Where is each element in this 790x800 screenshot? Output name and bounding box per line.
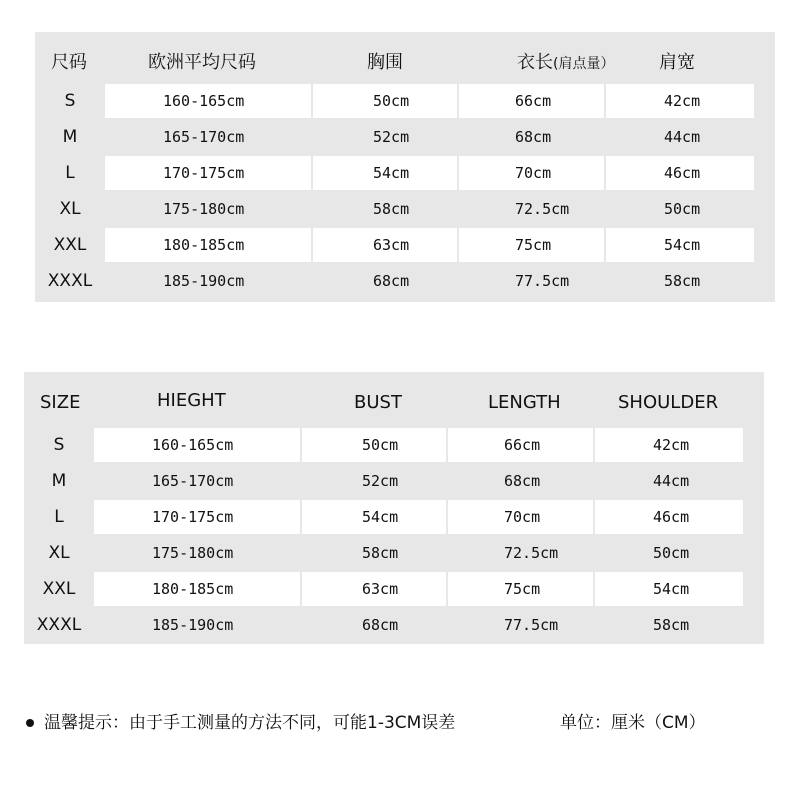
- size-label: S: [53, 435, 65, 455]
- size-label: XXL: [53, 235, 87, 255]
- cell-length: 66cm: [448, 428, 593, 462]
- header-shoulder: SHOULDER: [618, 392, 719, 413]
- measurement-note-text: 温馨提示：由于手工测量的方法不同，可能1-3CM误差: [44, 713, 456, 733]
- cell-bust: 54cm: [313, 156, 457, 190]
- cell-shoulder: 54cm: [595, 572, 743, 606]
- size-label: XXL: [42, 579, 76, 599]
- cell-shoulder: 58cm: [653, 616, 690, 634]
- cell-length: 70cm: [448, 500, 593, 534]
- size-label: M: [62, 127, 78, 147]
- cell-height: 185-190cm: [152, 616, 234, 634]
- cell-height: 160-165cm: [105, 84, 311, 118]
- cell-length: 72.5cm: [504, 544, 559, 562]
- unit-label: 单位：厘米（CM）: [560, 713, 706, 733]
- cell-height: 180-185cm: [105, 228, 311, 262]
- cell-bust: 63cm: [302, 572, 446, 606]
- cell-height: 160-165cm: [94, 428, 300, 462]
- size-label: L: [65, 163, 75, 183]
- cell-bust: 52cm: [362, 472, 399, 490]
- cell-height: 175-180cm: [152, 544, 234, 562]
- header-size: 尺码: [51, 52, 87, 73]
- measurement-note: [26, 708, 455, 733]
- cell-height: 165-170cm: [152, 472, 234, 490]
- cell-bust: 54cm: [302, 500, 446, 534]
- size-table-english: [24, 372, 764, 644]
- cell-length: 77.5cm: [504, 616, 559, 634]
- cell-bust: 63cm: [313, 228, 457, 262]
- size-label: XXXL: [47, 271, 93, 291]
- cell-shoulder: 44cm: [653, 472, 690, 490]
- cell-length: 68cm: [515, 128, 552, 146]
- size-label: L: [54, 507, 64, 527]
- cell-length: 75cm: [459, 228, 604, 262]
- cell-height: 170-175cm: [105, 156, 311, 190]
- cell-shoulder: 46cm: [595, 500, 743, 534]
- size-label: XL: [48, 543, 70, 563]
- cell-length: 72.5cm: [515, 200, 570, 218]
- cell-shoulder: 42cm: [595, 428, 743, 462]
- cell-height: 170-175cm: [94, 500, 300, 534]
- header-shoulder: 肩宽: [659, 52, 695, 73]
- cell-shoulder: 58cm: [664, 272, 701, 290]
- cell-bust: 50cm: [313, 84, 457, 118]
- cell-length: 66cm: [459, 84, 604, 118]
- cell-bust: 52cm: [373, 128, 410, 146]
- size-label: XL: [59, 199, 81, 219]
- header-length: 衣长(肩点量）: [517, 52, 615, 73]
- cell-bust: 68cm: [373, 272, 410, 290]
- size-label: S: [64, 91, 76, 111]
- header-height: HIEGHT: [157, 390, 226, 411]
- header-bust: BUST: [354, 392, 402, 413]
- cell-length: 75cm: [448, 572, 593, 606]
- cell-bust: 68cm: [362, 616, 399, 634]
- header-size: SIZE: [40, 392, 81, 413]
- header-length-note: (肩点量）: [553, 56, 615, 72]
- cell-bust: 58cm: [362, 544, 399, 562]
- cell-length: 77.5cm: [515, 272, 570, 290]
- size-table-chinese: [35, 32, 775, 302]
- cell-bust: 58cm: [373, 200, 410, 218]
- cell-height: 185-190cm: [163, 272, 245, 290]
- cell-length: 70cm: [459, 156, 604, 190]
- size-label: XXXL: [36, 615, 82, 635]
- cell-height: 175-180cm: [163, 200, 245, 218]
- bullet-icon: [26, 719, 34, 727]
- header-length: LENGTH: [488, 392, 561, 413]
- cell-shoulder: 42cm: [606, 84, 754, 118]
- cell-shoulder: 54cm: [606, 228, 754, 262]
- header-bust: 胸围: [367, 52, 403, 73]
- header-height: 欧洲平均尺码: [148, 52, 256, 73]
- size-label: M: [51, 471, 67, 491]
- cell-length: 68cm: [504, 472, 541, 490]
- cell-shoulder: 44cm: [664, 128, 701, 146]
- cell-shoulder: 50cm: [653, 544, 690, 562]
- cell-bust: 50cm: [302, 428, 446, 462]
- cell-height: 165-170cm: [163, 128, 245, 146]
- cell-height: 180-185cm: [94, 572, 300, 606]
- cell-shoulder: 50cm: [664, 200, 701, 218]
- cell-shoulder: 46cm: [606, 156, 754, 190]
